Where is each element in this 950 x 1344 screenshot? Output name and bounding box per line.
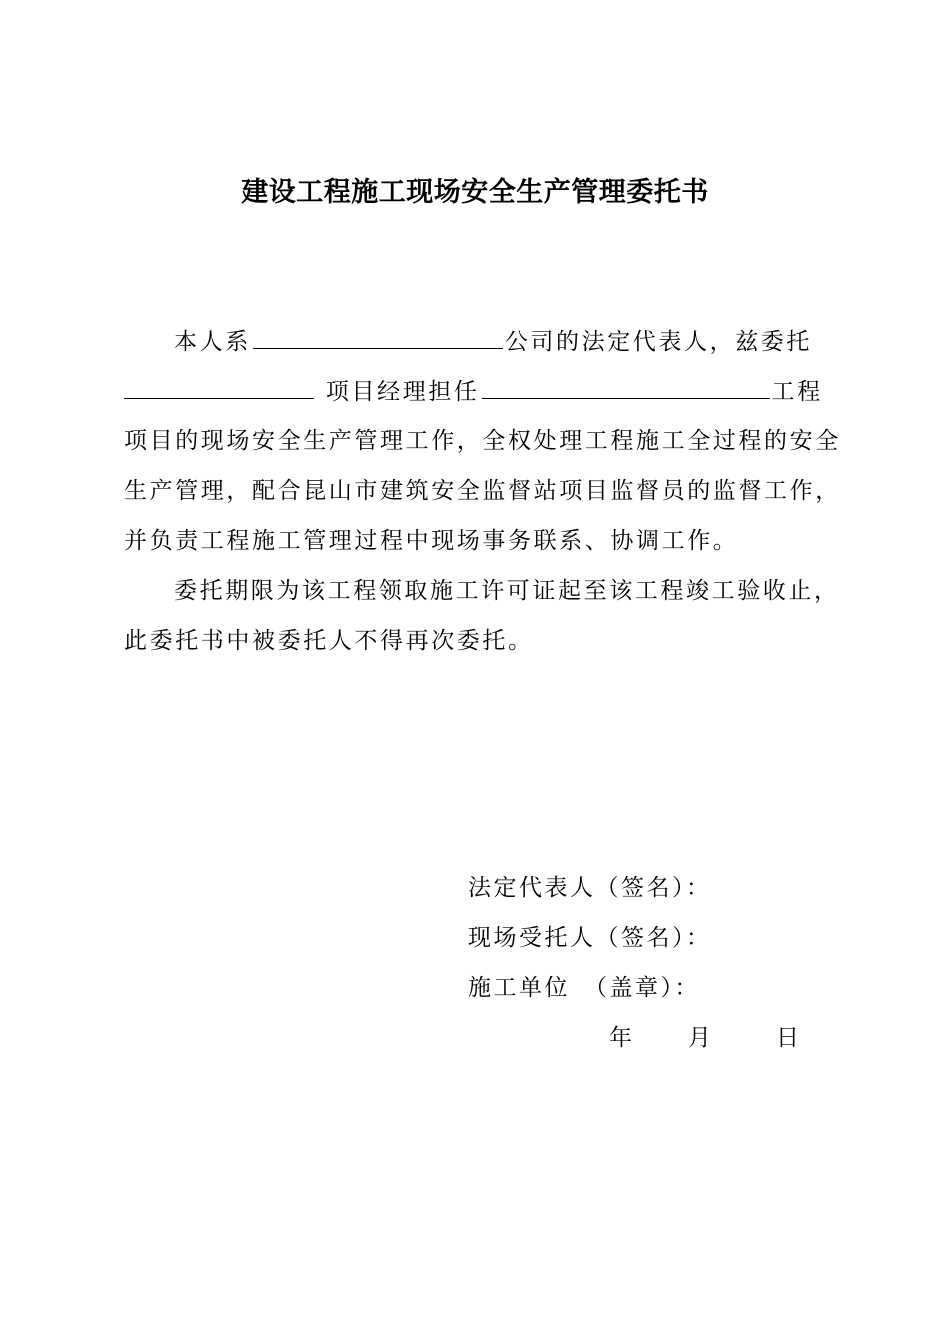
principal-suffix: 公司的法定代表人，兹委托 (504, 329, 813, 355)
manager-name-blank[interactable] (124, 376, 314, 399)
paragraph1-line4: 生产管理，配合昆山市建筑安全监督站项目监督员的监督工作， (124, 478, 841, 504)
paragraph1-line1 (174, 326, 812, 357)
date-day-label: 日 (776, 1025, 799, 1051)
date-month-label: 月 (688, 1025, 711, 1051)
paragraph2-line1: 委托期限为该工程领取施工许可证起至该工程竣工验收止， (174, 578, 840, 604)
paragraph2-line2: 此委托书中被委托人不得再次委托。 (124, 628, 534, 654)
paragraph1-line2 (124, 376, 823, 407)
principal-prefix: 本人系 (174, 329, 251, 355)
date-year-label: 年 (609, 1025, 632, 1051)
document-title: 建设工程施工现场安全生产管理委托书 (241, 177, 709, 208)
manager-role-text: 项目经理担任 (325, 379, 480, 405)
paragraph1-line3: 项目的现场安全生产管理工作，全权处理工程施工全过程的安全 (124, 428, 841, 454)
project-name-blank[interactable] (482, 376, 770, 399)
contractor-seal-label: 施工单位 （盖章）： (468, 975, 700, 1001)
site-agent-signature-label: 现场受托人（签名）： (468, 925, 712, 951)
paragraph1-line5: 并负责工程施工管理过程中现场事务联系、协调工作。 (124, 528, 739, 554)
legal-rep-signature-label: 法定代表人（签名）： (468, 875, 712, 901)
project-suffix: 工程 (771, 379, 823, 405)
company-name-blank[interactable] (253, 326, 503, 349)
